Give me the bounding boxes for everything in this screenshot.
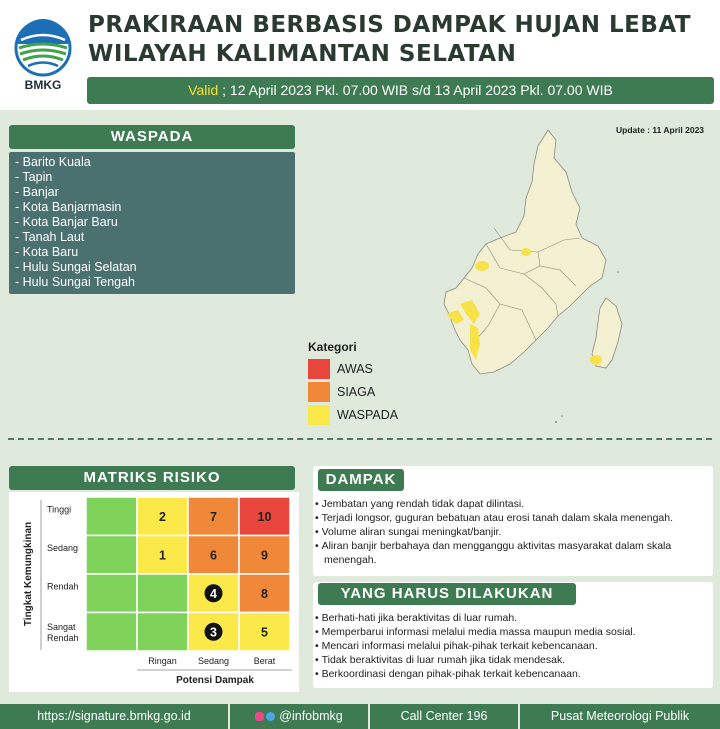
region-item: - Tapin bbox=[15, 170, 53, 184]
matrix-cell-value: 8 bbox=[261, 586, 268, 601]
bullet-item: • Terjadi longsor, guguran bebatuan atau erosi tanah dalam skala menengah. bbox=[315, 511, 709, 525]
matrix-cell-value: 9 bbox=[261, 548, 268, 563]
matrix-cell-value: 10 bbox=[257, 509, 272, 524]
matrix-row-label: Sangat Rendah bbox=[47, 621, 79, 643]
matrix-row-label: Tinggi bbox=[47, 504, 72, 515]
matrix-cell-value: 3 bbox=[210, 625, 217, 640]
bullet-item: • Memperbarui informasi melalui media massa maupun media sosial. bbox=[315, 625, 709, 639]
bullet-item: • Berhati-hati jika beraktivitas di luar rumah. bbox=[315, 611, 709, 625]
legend-swatch bbox=[308, 382, 330, 402]
matrix-cell bbox=[86, 497, 137, 536]
matrix-y-title: Tingkat Kemungkinan bbox=[23, 521, 34, 627]
bullet-item: • Aliran banjir berbahaya dan mengganggu aktivitas masyarakat dalam skala menengah. bbox=[315, 539, 709, 567]
matrix-heading: MATRIKS RISIKO bbox=[9, 466, 295, 490]
social-handle: @infobmkg bbox=[279, 709, 343, 723]
page-title-line2: WILAYAH KALIMANTAN SELATAN bbox=[88, 41, 517, 67]
matrix-cell bbox=[137, 613, 188, 652]
matrix-row-label: Sedang bbox=[47, 542, 79, 553]
legend-label: AWAS bbox=[337, 362, 373, 376]
section-divider bbox=[8, 438, 712, 440]
valid-period-bar bbox=[87, 77, 714, 104]
update-date: Update : 11 April 2023 bbox=[616, 125, 705, 135]
bullet-item: • Tidak beraktivitas di luar rumah jika tidak mendesak. bbox=[315, 653, 709, 667]
valid-label: Valid bbox=[188, 82, 219, 98]
region-item: - Banjar bbox=[15, 185, 59, 199]
matrix-cell bbox=[137, 574, 188, 613]
dampak-list bbox=[315, 497, 709, 567]
matrix-col-label: Ringan bbox=[148, 656, 177, 666]
matrix-cell-value: 5 bbox=[261, 625, 268, 640]
footer-call-center: Call Center 196 bbox=[400, 709, 488, 723]
legend-swatch bbox=[308, 405, 330, 425]
footer-org: Pusat Meteorologi Publik bbox=[550, 709, 690, 723]
yang-harus-heading: YANG HARUS DILAKUKAN bbox=[318, 583, 576, 605]
matrix-cell-value: 6 bbox=[210, 548, 217, 563]
yang-harus-list bbox=[315, 611, 709, 681]
legend-label: SIAGA bbox=[337, 385, 376, 399]
kategori-title: Kategori bbox=[308, 340, 357, 354]
page-title-line1: PRAKIRAAN BERBASIS DAMPAK HUJAN LEBAT bbox=[88, 12, 692, 38]
matrix-cell bbox=[86, 536, 137, 575]
matrix-cell-value: 4 bbox=[210, 586, 217, 601]
waspada-region-list bbox=[9, 152, 295, 294]
region-item: - Barito Kuala bbox=[15, 155, 91, 169]
region-item: - Hulu Sungai Selatan bbox=[15, 260, 137, 274]
matrix-row-label: Rendah bbox=[47, 581, 79, 592]
instagram-icon bbox=[255, 712, 264, 721]
footer-social[interactable] bbox=[230, 704, 368, 729]
region-item: - Kota Baru bbox=[15, 245, 79, 259]
risk-matrix bbox=[9, 492, 299, 692]
matrix-cell-value: 7 bbox=[210, 509, 217, 524]
bullet-item: • Berkoordinasi dengan pihak-pihak terkait kebencanaan. bbox=[315, 667, 709, 681]
bullet-item: • Jembatan yang rendah tidak dapat dilintasi. bbox=[315, 497, 709, 511]
matrix-cell bbox=[86, 613, 137, 652]
kalsel-map bbox=[430, 128, 630, 428]
matrix-cell-value: 1 bbox=[159, 548, 166, 563]
twitter-icon bbox=[266, 712, 275, 721]
matrix-col-label: Berat bbox=[253, 656, 276, 666]
logo-text: BMKG bbox=[24, 78, 62, 92]
valid-period-text: ; 12 April 2023 Pkl. 07.00 WIB s/d 13 April 2023 Pkl. 07.00 WIB bbox=[218, 82, 613, 98]
matrix-cell-value: 2 bbox=[159, 509, 166, 524]
bullet-item: • Mencari informasi melalui pihak-pihak terkait kebencanaan. bbox=[315, 639, 709, 653]
matrix-cell bbox=[86, 574, 137, 613]
region-item: - Hulu Sungai Tengah bbox=[15, 275, 135, 289]
region-item: - Tanah Laut bbox=[15, 230, 85, 244]
legend-swatch bbox=[308, 359, 330, 379]
legend-label: WASPADA bbox=[337, 408, 399, 422]
matrix-x-title: Potensi Dampak bbox=[176, 675, 254, 686]
bmkg-logo bbox=[12, 18, 74, 92]
region-item: - Kota Banjarmasin bbox=[15, 200, 122, 214]
dampak-heading: DAMPAK bbox=[318, 469, 404, 491]
bullet-item: • Volume aliran sungai meningkat/banjir. bbox=[315, 525, 709, 539]
waspada-heading: WASPADA bbox=[9, 125, 295, 149]
region-item: - Kota Banjar Baru bbox=[15, 215, 118, 229]
footer-website[interactable]: https://signature.bmkg.go.id bbox=[37, 709, 191, 723]
matrix-col-label: Sedang bbox=[197, 656, 230, 666]
